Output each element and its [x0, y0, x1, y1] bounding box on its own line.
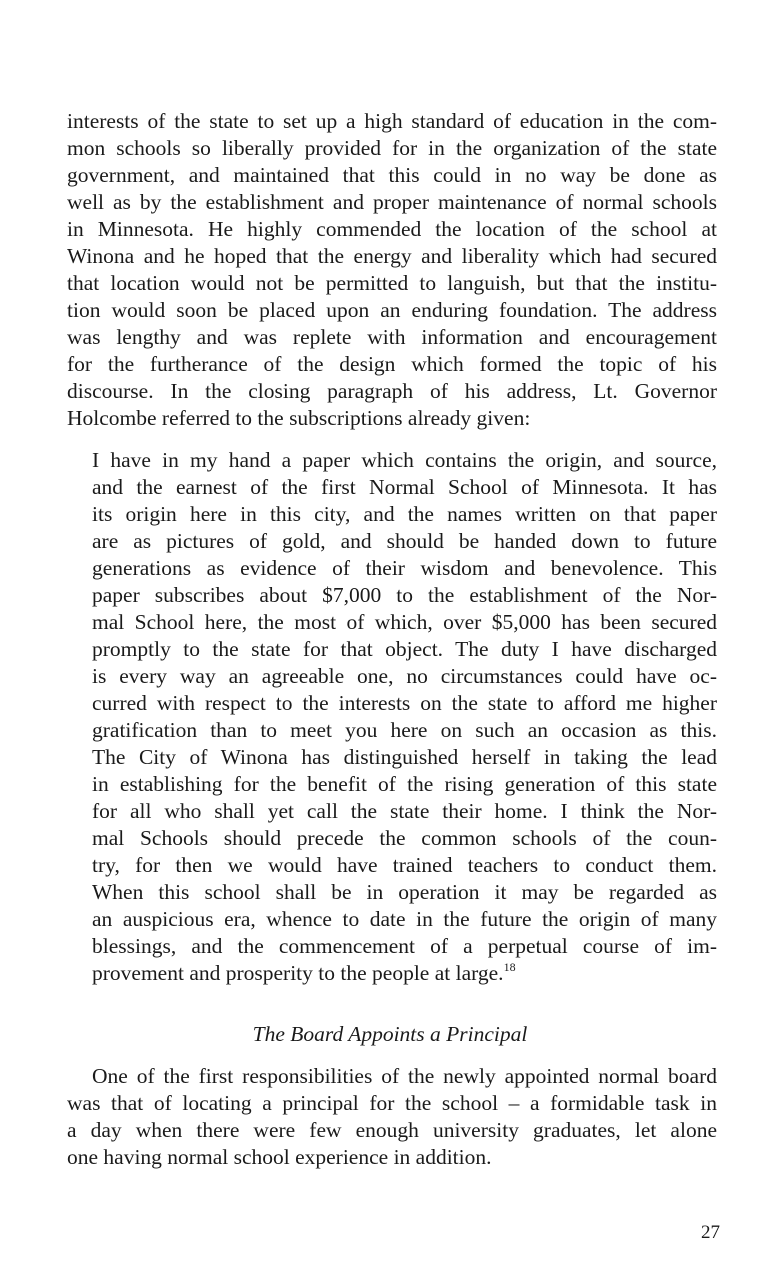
quote-line: blessings, and the commencement of a perpetual course of im-: [92, 934, 717, 958]
page-number: 27: [701, 1222, 720, 1243]
text-line: interests of the state to set up a high standard of education in the com-: [67, 109, 717, 133]
quote-line: curred with respect to the interests on the state to afford me higher: [92, 691, 717, 715]
text-line: discourse. In the closing paragraph of his address, Lt. Governor: [67, 379, 717, 403]
text-line: Holcombe referred to the subscriptions already given:: [67, 406, 531, 430]
quote-line: promptly to the state for that object. The duty I have discharged: [92, 637, 717, 661]
quote-line: in establishing for the benefit of the rising generation of this state: [92, 772, 717, 796]
quote-line: an auspicious era, whence to date in the future the origin of many: [92, 907, 717, 931]
text-line: Winona and he hoped that the energy and liberality which had secured: [67, 244, 717, 268]
quote-line: are as pictures of gold, and should be handed down to future: [92, 529, 717, 553]
text-line: one having normal school experience in addition.: [67, 1145, 492, 1169]
text-line: well as by the establishment and proper maintenance of normal schools: [67, 190, 717, 214]
quote-line: for all who shall yet call the state their home. I think the Nor-: [92, 799, 717, 823]
quote-line: is every way an agreeable one, no circumstances could have oc-: [92, 664, 717, 688]
text-line: government, and maintained that this could in no way be done as: [67, 163, 717, 187]
text-line: tion would soon be placed upon an enduring foundation. The address: [67, 298, 717, 322]
quote-line: try, for then we would have trained teachers to conduct them.: [92, 853, 717, 877]
text-line: mon schools so liberally provided for in the organization of the state: [67, 136, 717, 160]
quote-line: When this school shall be in operation it may be regarded as: [92, 880, 717, 904]
quote-line: gratification than to meet you here on such an occasion as this.: [92, 718, 717, 742]
section-heading: The Board Appoints a Principal: [252, 1022, 528, 1046]
quote-line: mal School here, the most of which, over $5,000 has been secured: [92, 610, 717, 634]
quote-line: The City of Winona has distinguished herself in taking the lead: [92, 745, 717, 769]
text-line: was that of locating a principal for the school – a formidable task in: [67, 1091, 717, 1115]
footnote-reference[interactable]: 18: [503, 959, 516, 974]
text-line: that location would not be permitted to languish, but that the institu-: [67, 271, 717, 295]
quote-line: and the earnest of the first Normal School of Minnesota. It has: [92, 475, 717, 499]
quote-line: its origin here in this city, and the names written on that paper: [92, 502, 717, 526]
quote-line: generations as evidence of their wisdom and benevolence. This: [92, 556, 717, 580]
quote-line-last: [92, 960, 717, 987]
text-line: for the furtherance of the design which formed the topic of his: [67, 352, 717, 376]
text-line: a day when there were few enough university graduates, let alone: [67, 1118, 717, 1142]
quote-line: mal Schools should precede the common schools of the coun-: [92, 826, 717, 850]
text-line: was lengthy and was replete with information and encouragement: [67, 325, 717, 349]
quote-line: paper subscribes about $7,000 to the establishment of the Nor-: [92, 583, 717, 607]
quote-last-text: provement and prosperity to the people at large.: [92, 961, 504, 985]
quote-line: I have in my hand a paper which contains the origin, and source,: [92, 448, 717, 472]
text-line: One of the first responsibilities of the newly appointed normal board: [92, 1064, 717, 1088]
text-line: in Minnesota. He highly commended the location of the school at: [67, 217, 717, 241]
